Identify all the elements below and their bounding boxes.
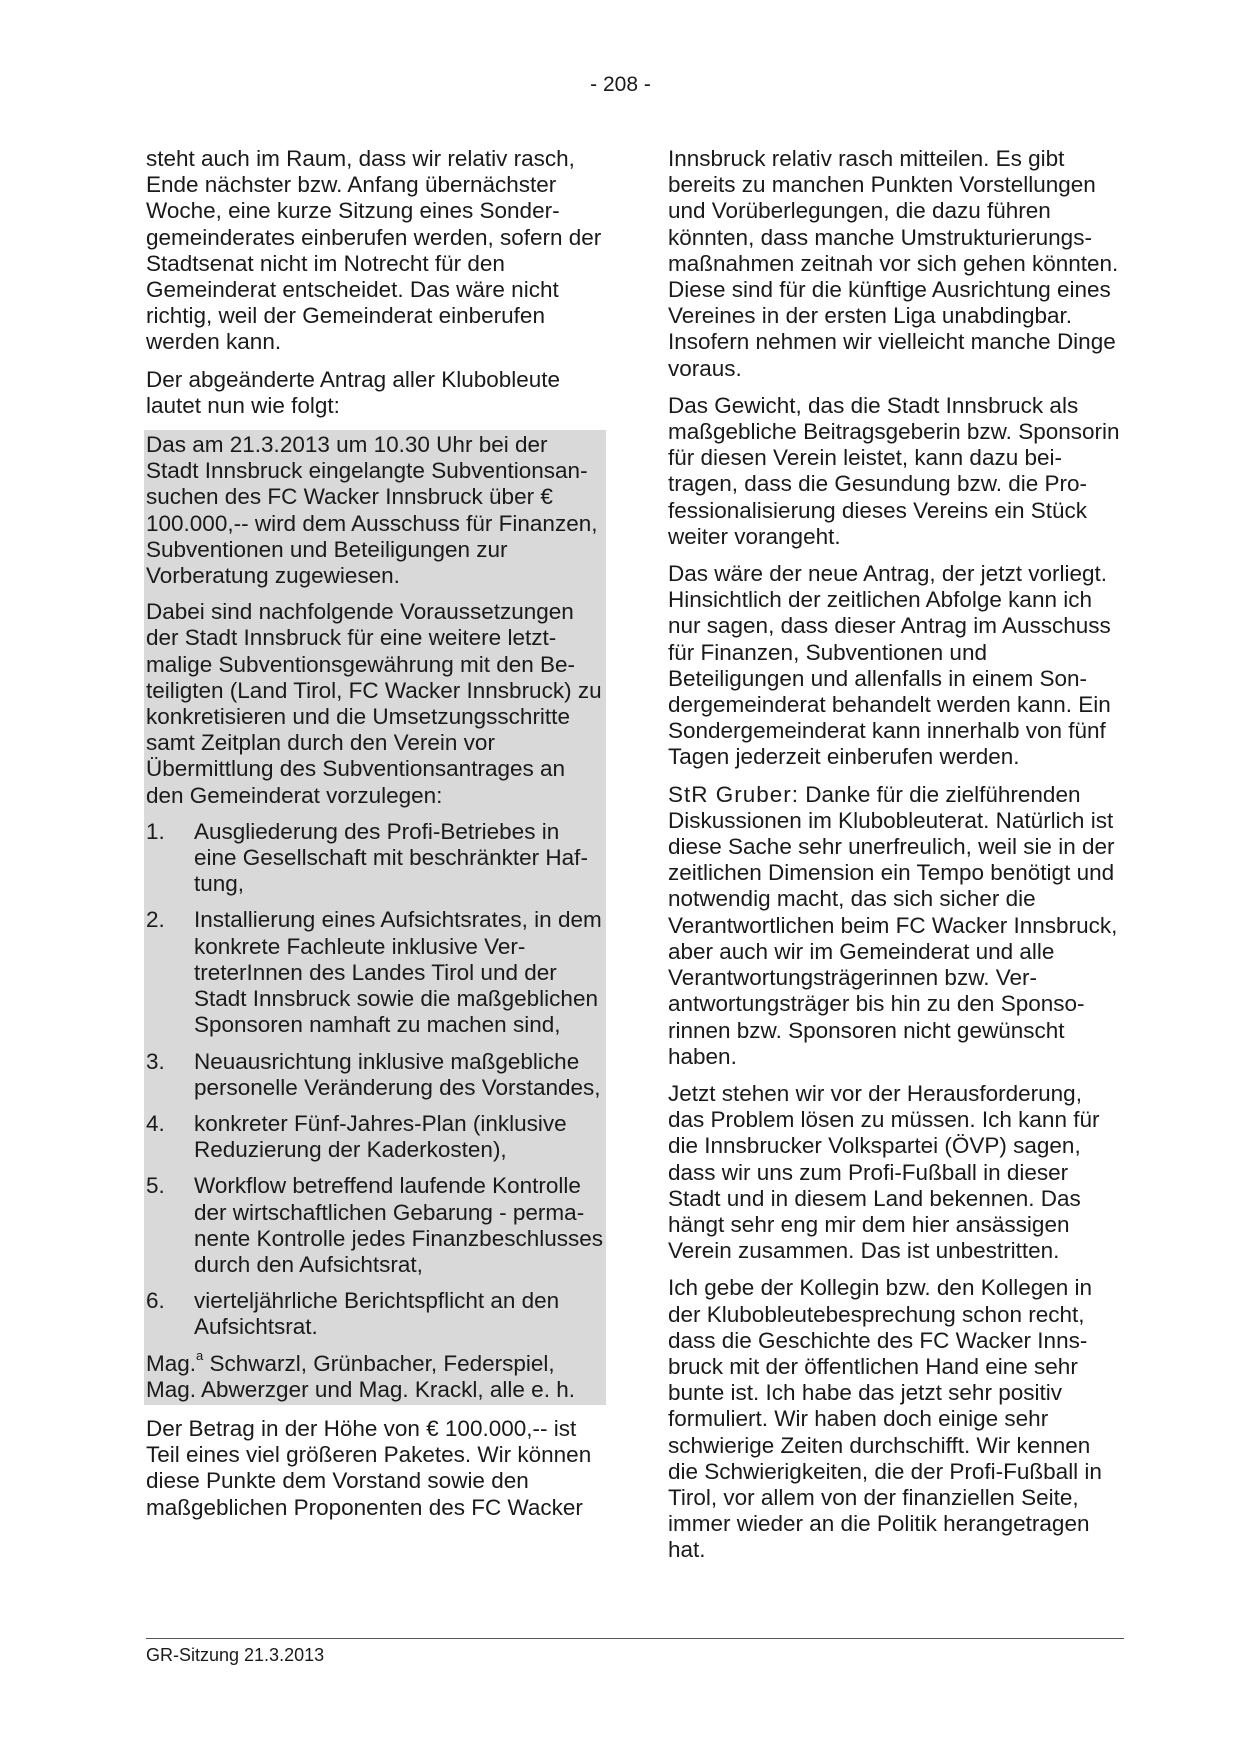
signers-names: Schwarzl, Grünbacher, Federspiel, Mag. Abwerzger und Mag. Krackl, alle e. h.	[146, 1350, 575, 1402]
paragraph: Der Betrag in der Höhe von € 100.000,-- ist Teil eines viel größeren Paketes. Wir können diese Punkte dem Vorstand sowie den maßgeblichen Proponenten des FC Wacker	[146, 1415, 592, 1520]
paragraph: Ich gebe der Kollegin bzw. den Kollegen in der Klubobleutebesprechung schon recht, dass die Geschichte des FC Wacker Innsbruck mit der öffentlichen Hand eine sehr bunte ist. Ich habe das jetzt sehr positiv formuliert. Wir haben doch einige sehr schwierige Zeiten durchschifft. Wir kennen die Schwierigkeiten, die der Profi-Fußball in Tirol, vor allem von der finanziellen Seite, immer wieder an die Politik herangetragen hat.	[668, 1275, 1102, 1563]
motion-paragraph: Dabei sind nachfolgende Voraussetzungen der Stadt Innsbruck für eine weitere letztmalige Subventionsgewährung mit den Beteiligten (Land Tirol, FC Wacker Innsbruck) zu konkretisieren und die Umsetzungsschritte samt Zeitplan durch den Verein vor Übermittlung des Subventionsantrages an den Gemeinderat vorzulegen:	[146, 599, 602, 808]
right-column	[668, 146, 1123, 1575]
list-number: 1.	[146, 818, 165, 844]
signers-superscript: a	[196, 1348, 204, 1364]
paragraph: Das wäre der neue Antrag, der jetzt vorliegt. Hinsichtlich der zeitlichen Abfolge kann ich nur sagen, dass dieser Antrag im Ausschuss für Finanzen, Subventionen und Beteiligungen und allenfalls in einem Sondergemeinderat behandelt werden kann. Ein Sondergemeinderat kann innerhalb von fünf Tagen jederzeit einberufen werden.	[668, 561, 1111, 770]
paragraph: Innsbruck relativ rasch mitteilen. Es gibt bereits zu manchen Punkten Vorstellungen und Vorüberlegungen, die dazu führen könnten, dass manche Umstrukturierungsmaßnahmen zeitnah vor sich gehen könnten. Diese sind für die künftige Ausrichtung eines Vereines in der ersten Liga unabdingbar. Insofern nehmen wir vielleicht manche Dinge voraus.	[668, 146, 1119, 381]
list-item	[146, 1288, 606, 1340]
speech-text: Danke für die zielführenden Diskussionen im Klubobleuterat. Natürlich ist diese Sache sehr unerfreulich, weil sie in der zeitlichen Dimension ein Tempo benötigt und notwendig macht, das sich sicher die Verantwortlichen beim FC Wacker Innsbruck, aber auch wir im Gemeinderat und alle Verantwortungsträgerinnen bzw. Verantwortungsträger bis hin zu den Sponsorinnen bzw. Sponsoren nicht gewünscht haben.	[668, 781, 1118, 1069]
list-number: 6.	[146, 1288, 165, 1314]
paragraph: steht auch im Raum, dass wir relativ rasch, Ende nächster bzw. Anfang übernächster Woche, eine kurze Sitzung eines Sondergemeinderates einberufen werden, sofern der Stadtsenat nicht im Notrecht für den Gemeinderat entscheidet. Das wäre nicht richtig, weil der Gemeinderat einberufen werden kann.	[146, 146, 602, 355]
list-text: vierteljährliche Berichtspflicht an den Aufsichtsrat.	[194, 1288, 560, 1340]
list-text: konkreter Fünf-Jahres-Plan (inklusive Reduzierung der Kaderkosten),	[194, 1110, 567, 1163]
list-text: Ausgliederung des Profi-Betriebes in eine Gesellschaft mit beschränkter Haftung,	[194, 818, 588, 897]
list-item	[146, 1173, 606, 1278]
list-item	[146, 1111, 606, 1163]
motion-signers	[146, 1348, 606, 1403]
list-number: 4.	[146, 1110, 165, 1136]
list-item	[146, 1049, 606, 1101]
list-number: 3.	[146, 1048, 165, 1074]
list-item	[146, 907, 606, 1038]
speech-paragraph	[668, 782, 1123, 1070]
list-number: 5.	[146, 1173, 165, 1199]
signers-prefix: Mag.	[146, 1350, 197, 1376]
speaker-name: StR Gruber:	[668, 781, 800, 807]
list-item	[146, 819, 606, 898]
paragraph: Jetzt stehen wir vor der Herausforderung, das Problem lösen zu müssen. Ich kann für die Innsbrucker Volkspartei (ÖVP) sagen, dass wir uns zum Profi-Fußball in dieser Stadt und in diesem Land bekennen. Das hängt sehr eng mir dem hier ansässigen Verein zusammen. Das ist unbestritten.	[668, 1080, 1100, 1264]
list-text: Installierung eines Aufsichtsrates, in dem konkrete Fachleute inklusive VertreterInnen des Landes Tirol und der Stadt Innsbruck sowie die maßgeblichen Sponsoren namhaft zu machen sind,	[194, 907, 602, 1038]
list-text: Neuausrichtung inklusive maßgebliche personelle Veränderung des Vorstandes,	[194, 1048, 601, 1100]
paragraph: Das Gewicht, das die Stadt Innsbruck als maßgebliche Beitragsgeberin bzw. Sponsorin für diesen Verein leistet, kann dazu beitragen, dass die Gesundung bzw. die Professionalisierung dieses Vereins ein Stück weiter vorangeht.	[668, 392, 1120, 549]
motion-box	[144, 430, 606, 1405]
list-number: 2.	[146, 907, 165, 933]
footer-divider	[146, 1638, 1124, 1639]
page-number: - 208 -	[590, 73, 651, 96]
paragraph: Der abgeänderte Antrag aller Klubobleute lautet nun wie folgt:	[146, 366, 561, 418]
left-column	[146, 146, 606, 1532]
motion-paragraph: Das am 21.3.2013 um 10.30 Uhr bei der Stadt Innsbruck eingelangte Subventionsansuchen des FC Wacker Innsbruck über € 100.000,-- wird dem Ausschuss für Finanzen, Subventionen und Beteiligungen zur Vorberatung zugewiesen.	[146, 432, 598, 589]
list-text: Workflow betreffend laufende Kontrolle der wirtschaftlichen Gebarung - permanente Kontrolle jedes Finanzbeschlusses durch den Aufsichtsrat,	[194, 1173, 603, 1277]
footer-text: GR-Sitzung 21.3.2013	[146, 1645, 325, 1665]
